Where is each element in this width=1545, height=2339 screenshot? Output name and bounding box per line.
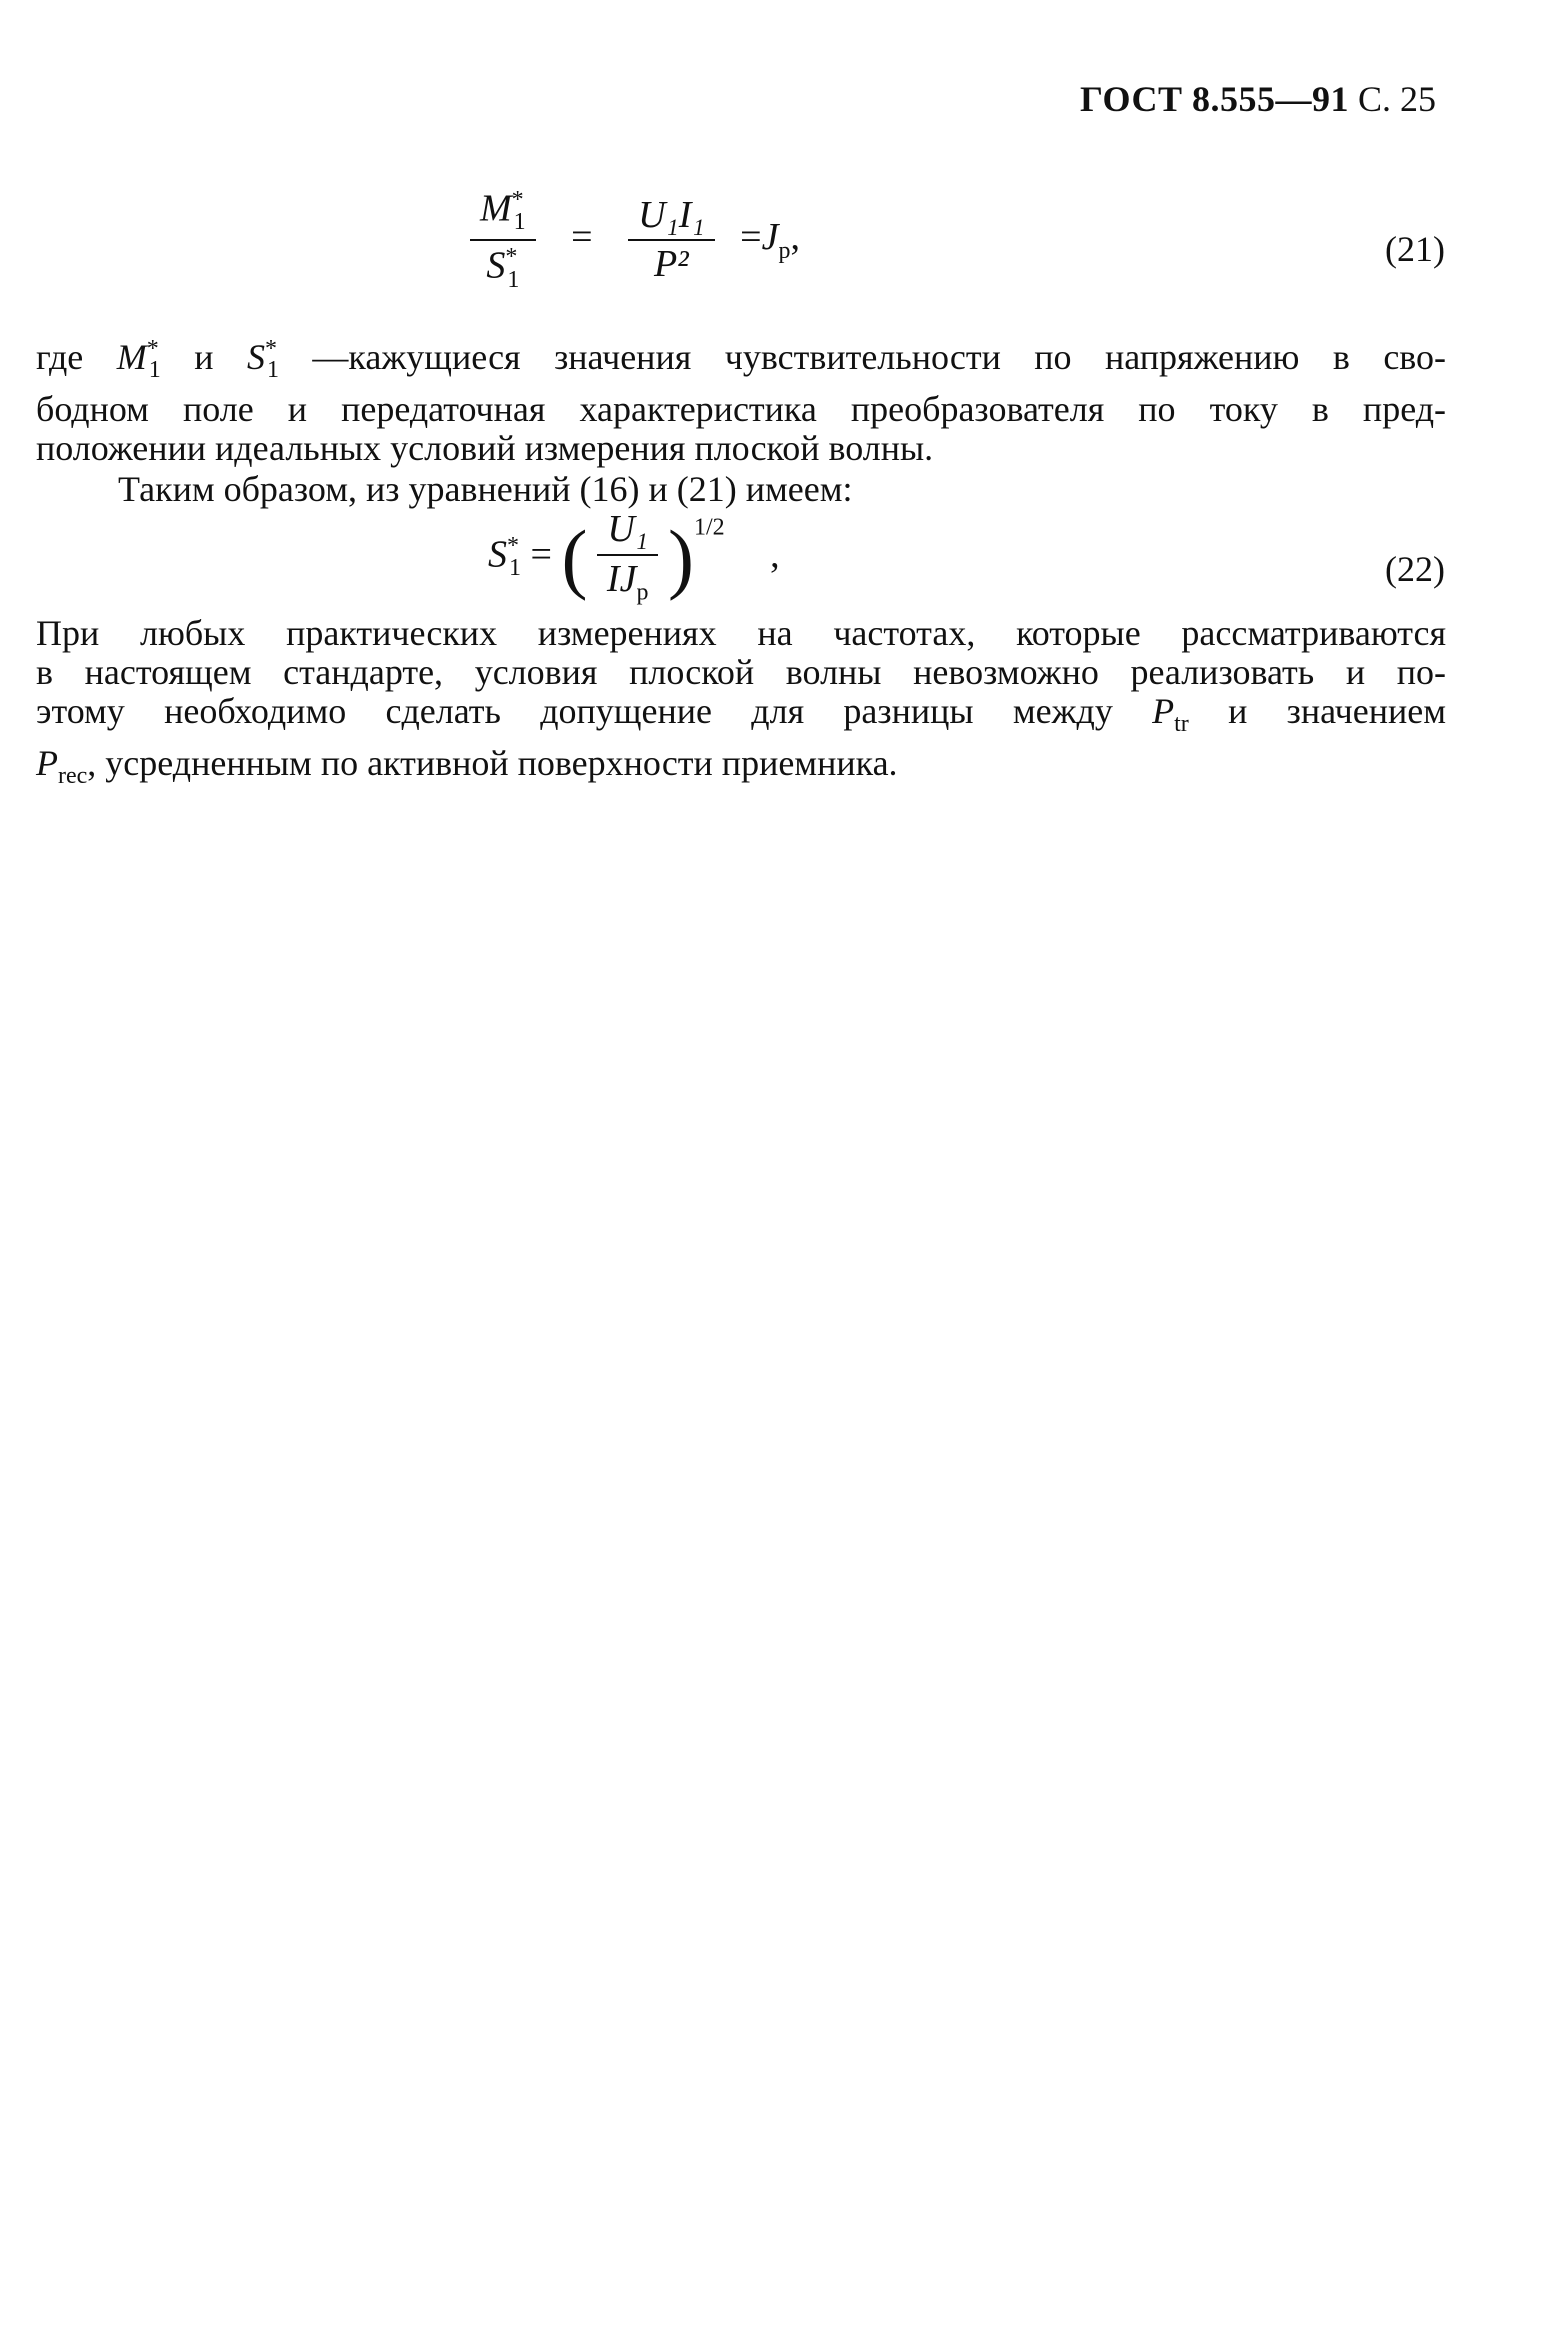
eq21-rhs-fraction: $\frac{\text{U₁I₁}}{\text{P²}}$ bbox=[628, 196, 715, 286]
eq21-lhs-fraction: $\frac{M^*_1}{S^*_1}$ bbox=[470, 188, 536, 293]
equation-22: $S^*_1$ = ( $\frac{\text{U₁}}{IJ_p}$ )$^{1/2}$ , bbox=[488, 508, 780, 606]
equation-21: $\frac{M^*_1}{S^*_1}$ = $\frac{\text{U₁I₁}}{\text{P²}}$ $=J_p$, bbox=[470, 188, 800, 293]
paragraph-intro: Таким образом, из уравнений (16) и (21) имеем: bbox=[118, 469, 853, 509]
paragraph-practical: При любых практических измерениях на частотах, которые рассматриваются в настоящем стандарте, условия плоской волны невозможно реализовать и по- этому необходимо сделать допущение для разницы между $P_{tr}$ и значением $P_{rec}$, усредненным по активной поверхности приемника. bbox=[36, 613, 1447, 790]
page-header bbox=[1080, 78, 1436, 120]
paragraph-definitions: где $M^*_1$ и $S^*_1$ —кажущиеся значения чувствительности по напряжению в сво- бодном поле и передаточная характеристика преобразователя по току в пред- положении идеальных условий измерения плоской волны. bbox=[36, 336, 1447, 469]
equation-22-number: (22) bbox=[1385, 549, 1445, 589]
page-number: С. 25 bbox=[1357, 79, 1436, 119]
eq22-fraction: $\frac{\text{U₁}}{IJ_p}$ bbox=[597, 510, 659, 606]
standard-number: ГОСТ 8.555—91 bbox=[1080, 79, 1349, 119]
equation-21-number: (21) bbox=[1385, 229, 1445, 269]
